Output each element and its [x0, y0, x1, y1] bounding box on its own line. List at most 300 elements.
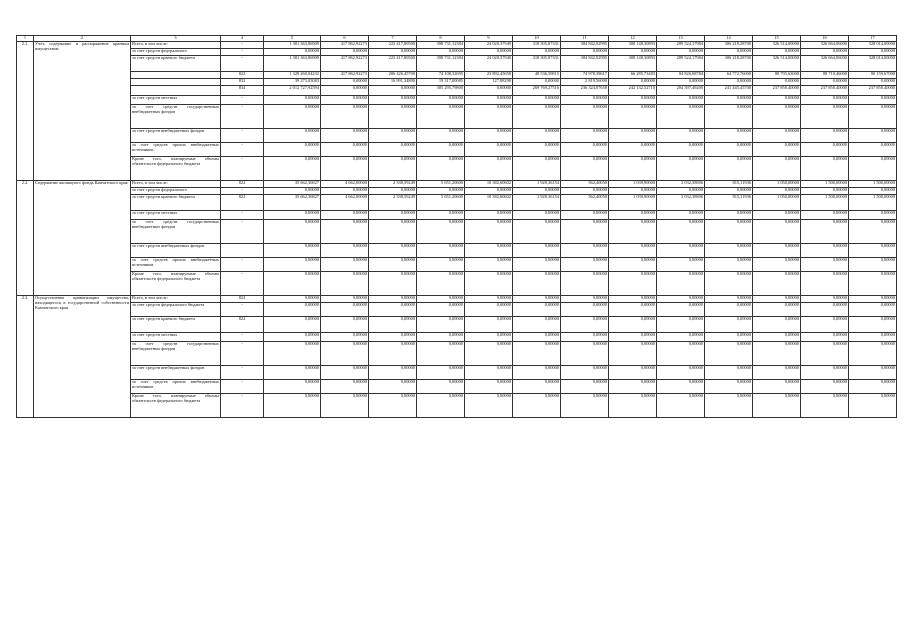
amount-cell: 0,00000: [465, 303, 513, 317]
amount-cell: 328 014,00000: [849, 42, 897, 49]
amount-cell: 0,00000: [657, 366, 705, 380]
amount-cell: 0,00000: [657, 105, 705, 129]
amount-cell: 0,00000: [705, 296, 753, 303]
amount-cell: 1 050,00000: [753, 195, 801, 211]
amount-cell: 0,00000: [264, 244, 321, 258]
budget-code: 822: [221, 296, 264, 303]
funding-source-label: [131, 86, 221, 96]
amount-cell: 0,00000: [609, 342, 657, 366]
amount-cell: 1 381 363,86909: [264, 56, 321, 72]
amount-cell: 562,40050: [561, 195, 609, 211]
budget-code: -: [221, 366, 264, 380]
amount-cell: 0,00000: [513, 317, 561, 333]
amount-cell: 0,00000: [465, 380, 513, 394]
funding-source-label: Кроме того, планируемые объемы обязательств федерального бюджета: [131, 272, 221, 296]
amount-cell: 0,00000: [705, 143, 753, 157]
amount-cell: 0,00000: [849, 333, 897, 342]
amount-cell: 0,00000: [465, 129, 513, 143]
table-row: [17, 56, 897, 72]
amount-cell: 0,00000: [753, 380, 801, 394]
amount-cell: 204 397,49200: [657, 86, 705, 96]
table-row: [17, 366, 897, 380]
amount-cell: 0,00000: [417, 258, 465, 272]
amount-cell: 1 039,90000: [609, 195, 657, 211]
table-row: [17, 195, 897, 211]
amount-cell: 0,00000: [753, 188, 801, 195]
amount-cell: 417 862,92273: [321, 72, 369, 79]
amount-cell: 0,00000: [849, 220, 897, 244]
amount-cell: 0,00000: [561, 380, 609, 394]
amount-cell: 0,00000: [657, 296, 705, 303]
amount-cell: 306 218,28700: [705, 56, 753, 72]
amount-cell: 0,00000: [657, 79, 705, 86]
amount-cell: 417 862,92273: [321, 42, 369, 49]
amount-cell: 0,00000: [561, 394, 609, 418]
amount-cell: 0,00000: [849, 258, 897, 272]
amount-cell: 0,00000: [609, 220, 657, 244]
amount-cell: 0,00000: [561, 296, 609, 303]
amount-cell: 0,00000: [801, 380, 849, 394]
amount-cell: 0,00000: [465, 86, 513, 96]
amount-cell: 0,00000: [513, 220, 561, 244]
section-number: 2.1.: [17, 42, 34, 181]
amount-cell: 306 218,28700: [705, 42, 753, 49]
table-row: [17, 317, 897, 333]
amount-cell: 0,00000: [465, 157, 513, 181]
table-row: [17, 157, 897, 181]
amount-cell: 308 148,30893: [609, 42, 657, 49]
amount-cell: 0,00000: [417, 342, 465, 366]
amount-cell: 398 731,12384: [417, 56, 465, 72]
amount-cell: 1 050,00000: [753, 181, 801, 188]
budget-sheet: [16, 35, 895, 418]
amount-cell: 1 928,36154: [513, 195, 561, 211]
amount-cell: 0,00000: [609, 105, 657, 129]
amount-cell: 0,00000: [513, 366, 561, 380]
amount-cell: 0,00000: [417, 105, 465, 129]
amount-cell: 0,00000: [561, 143, 609, 157]
budget-code: 822: [221, 317, 264, 333]
amount-cell: 562,40050: [561, 181, 609, 188]
amount-cell: 0,00000: [609, 317, 657, 333]
budget-code: -: [221, 211, 264, 220]
amount-cell: 0,00000: [609, 303, 657, 317]
amount-cell: 0,00000: [753, 366, 801, 380]
amount-cell: 237 858,40000: [801, 86, 849, 96]
amount-cell: 0,00000: [561, 366, 609, 380]
funding-source-label: [131, 79, 221, 86]
budget-code: -: [221, 380, 264, 394]
amount-cell: 0,00000: [513, 157, 561, 181]
amount-cell: 0,00000: [801, 366, 849, 380]
table-row: [17, 129, 897, 143]
amount-cell: 0,00000: [705, 366, 753, 380]
amount-cell: 0,00000: [321, 86, 369, 96]
amount-cell: 1 500,00000: [801, 195, 849, 211]
amount-cell: 0,00000: [465, 342, 513, 366]
amount-cell: 0,00000: [561, 220, 609, 244]
amount-cell: 0,00000: [513, 333, 561, 342]
funding-source-label: за счет средств федерального: [131, 188, 221, 195]
table-row: [17, 188, 897, 195]
column-number: 10: [513, 36, 561, 42]
amount-cell: 236 324,87658: [561, 86, 609, 96]
amount-cell: 2 819,56000: [561, 79, 609, 86]
amount-cell: 0,00000: [609, 157, 657, 181]
funding-source-label: за счет средств внебюджетных фондов: [131, 129, 221, 143]
amount-cell: 0,00000: [417, 211, 465, 220]
amount-cell: 0,00000: [609, 143, 657, 157]
amount-cell: 0,00000: [801, 342, 849, 366]
budget-code: -: [221, 220, 264, 244]
amount-cell: 0,00000: [321, 296, 369, 303]
amount-cell: 0,00000: [321, 366, 369, 380]
amount-cell: 0,00000: [753, 272, 801, 296]
amount-cell: 0,00000: [801, 272, 849, 296]
amount-cell: 16 991,34800: [369, 79, 417, 86]
amount-cell: 223 417,80500: [369, 56, 417, 72]
amount-cell: 0,00000: [657, 258, 705, 272]
amount-cell: 90 159,67000: [849, 72, 897, 79]
amount-cell: 0,00000: [264, 333, 321, 342]
amount-cell: 0,00000: [264, 188, 321, 195]
amount-cell: 0,00000: [753, 211, 801, 220]
amount-cell: 127,88298: [465, 79, 513, 86]
amount-cell: 0,00000: [849, 303, 897, 317]
amount-cell: 0,00000: [657, 303, 705, 317]
budget-code: -: [221, 188, 264, 195]
budget-code: 832: [221, 79, 264, 86]
amount-cell: 326 514,00000: [753, 56, 801, 72]
amount-cell: 815,11936: [705, 195, 753, 211]
amount-cell: 0,00000: [609, 380, 657, 394]
column-number: 5: [264, 36, 321, 42]
amount-cell: 0,00000: [513, 258, 561, 272]
amount-cell: 0,00000: [513, 129, 561, 143]
amount-cell: 318 305,87331: [513, 56, 561, 72]
table-row: [17, 394, 897, 418]
amount-cell: 0,00000: [801, 333, 849, 342]
amount-cell: 88 710,46000: [801, 72, 849, 79]
amount-cell: 10 382,60602: [465, 195, 513, 211]
amount-cell: 0,00000: [465, 333, 513, 342]
amount-cell: 0,00000: [705, 96, 753, 105]
amount-cell: 417 862,92273: [321, 56, 369, 72]
amount-cell: 0,00000: [753, 394, 801, 418]
table-row: [17, 258, 897, 272]
budget-code: -: [221, 56, 264, 72]
amount-cell: 0,00000: [609, 49, 657, 56]
amount-cell: 0,00000: [513, 342, 561, 366]
amount-cell: 0,00000: [321, 272, 369, 296]
amount-cell: 0,00000: [369, 394, 417, 418]
table-row: [17, 72, 897, 79]
amount-cell: 0,00000: [465, 211, 513, 220]
amount-cell: 0,00000: [753, 333, 801, 342]
funding-source-label: за счет средств прочих внебюджетных источников: [131, 143, 221, 157]
column-number: 4: [221, 36, 264, 42]
amount-cell: 0,00000: [705, 129, 753, 143]
amount-cell: 0,00000: [369, 86, 417, 96]
column-number: 17: [849, 36, 897, 42]
budget-code: 822: [221, 72, 264, 79]
amount-cell: 305 295,79800: [417, 86, 465, 96]
amount-cell: 0,00000: [753, 342, 801, 366]
amount-cell: 0,00000: [417, 244, 465, 258]
amount-cell: 0,00000: [264, 211, 321, 220]
funding-source-label: за счет средств государственных внебюджетных фондов: [131, 105, 221, 129]
amount-cell: 0,00000: [513, 244, 561, 258]
amount-cell: 3 032,38806: [657, 195, 705, 211]
budget-code: -: [221, 96, 264, 105]
amount-cell: 0,00000: [321, 303, 369, 317]
amount-cell: 0,00000: [321, 342, 369, 366]
amount-cell: 84 826,68784: [657, 72, 705, 79]
amount-cell: 0,00000: [801, 211, 849, 220]
amount-cell: 0,00000: [705, 303, 753, 317]
section-title: Содержание жилищного фонда Камчатского края: [34, 181, 131, 296]
amount-cell: 0,00000: [321, 96, 369, 105]
funding-source-label: за счет средств местных: [131, 211, 221, 220]
amount-cell: 0,00000: [849, 143, 897, 157]
funding-source-label: за счет средств краевого бюджета: [131, 195, 221, 211]
amount-cell: 0,00000: [657, 272, 705, 296]
amount-cell: 0,00000: [801, 79, 849, 86]
amount-cell: 0,00000: [801, 129, 849, 143]
amount-cell: 0,00000: [369, 157, 417, 181]
amount-cell: 0,00000: [753, 220, 801, 244]
table-row: [17, 244, 897, 258]
amount-cell: 0,00000: [657, 96, 705, 105]
amount-cell: 0,00000: [321, 211, 369, 220]
budget-code: 822: [221, 195, 264, 211]
table-row: [17, 296, 897, 303]
amount-cell: 0,00000: [369, 380, 417, 394]
amount-cell: 0,00000: [849, 79, 897, 86]
amount-cell: 0,00000: [801, 296, 849, 303]
amount-cell: 0,00000: [705, 79, 753, 86]
amount-cell: 0,00000: [849, 157, 897, 181]
amount-cell: 0,00000: [849, 394, 897, 418]
section-title: Учет, содержание и распоряжение краевым имуществом: [34, 42, 131, 181]
amount-cell: 4 662,00000: [321, 181, 369, 188]
amount-cell: 206 426,45700: [369, 72, 417, 79]
amount-cell: 0,00000: [264, 366, 321, 380]
amount-cell: 0,00000: [657, 380, 705, 394]
amount-cell: 0,00000: [513, 394, 561, 418]
amount-cell: 0,00000: [417, 220, 465, 244]
budget-code: -: [221, 258, 264, 272]
funding-source-label: Всего, в том числе:: [131, 181, 221, 188]
amount-cell: 2 338,59249: [369, 195, 417, 211]
amount-cell: 0,00000: [705, 105, 753, 129]
amount-cell: 23 892,45658: [465, 72, 513, 79]
amount-cell: 0,00000: [321, 188, 369, 195]
amount-cell: 0,00000: [417, 49, 465, 56]
amount-cell: 64 772,76000: [705, 72, 753, 79]
amount-cell: 0,00000: [849, 366, 897, 380]
amount-cell: 0,00000: [609, 394, 657, 418]
amount-cell: 0,00000: [417, 96, 465, 105]
amount-cell: 326 664,06000: [801, 56, 849, 72]
amount-cell: 0,00000: [849, 272, 897, 296]
amount-cell: 0,00000: [561, 342, 609, 366]
amount-cell: 0,00000: [417, 317, 465, 333]
amount-cell: 0,00000: [465, 296, 513, 303]
column-number: 2: [34, 36, 131, 42]
amount-cell: 0,00000: [561, 303, 609, 317]
section-title: Осуществление приватизации имущества, находящегося в государственной собственности Камчатского края: [34, 296, 131, 418]
amount-cell: 0,00000: [369, 211, 417, 220]
amount-cell: 0,00000: [705, 211, 753, 220]
amount-cell: 0,00000: [705, 394, 753, 418]
amount-cell: 0,00000: [465, 96, 513, 105]
amount-cell: 328 014,00000: [849, 56, 897, 72]
amount-cell: 0,00000: [849, 211, 897, 220]
budget-code: [221, 244, 264, 258]
amount-cell: 0,00000: [753, 258, 801, 272]
amount-cell: 0,00000: [753, 129, 801, 143]
amount-cell: 0,00000: [321, 394, 369, 418]
funding-source-label: за счет средств федерального бюджета: [131, 303, 221, 317]
amount-cell: 0,00000: [609, 211, 657, 220]
amount-cell: 0,00000: [264, 220, 321, 244]
amount-cell: 0,00000: [753, 105, 801, 129]
funding-source-label: за счет средств федерального: [131, 49, 221, 56]
table-row: [17, 79, 897, 86]
column-number: 9: [465, 36, 513, 42]
amount-cell: 35 662,36827: [264, 181, 321, 188]
amount-cell: 0,00000: [369, 258, 417, 272]
amount-cell: 0,00000: [705, 244, 753, 258]
amount-cell: 1 381 363,86909: [264, 42, 321, 49]
table-row: [17, 42, 897, 49]
amount-cell: 0,00000: [513, 188, 561, 195]
amount-cell: 0,00000: [609, 296, 657, 303]
section-number: 2.3.: [17, 296, 34, 418]
amount-cell: 0,00000: [849, 342, 897, 366]
amount-cell: 0,00000: [753, 143, 801, 157]
table-row: [17, 181, 897, 188]
funding-source-label: Всего, в том числе:: [131, 42, 221, 49]
budget-code: -: [221, 49, 264, 56]
amount-cell: 0,00000: [705, 317, 753, 333]
amount-cell: 0,00000: [561, 211, 609, 220]
amount-cell: 0,00000: [561, 49, 609, 56]
table-row: [17, 105, 897, 129]
amount-cell: 0,00000: [264, 317, 321, 333]
amount-cell: 0,00000: [753, 296, 801, 303]
amount-cell: 0,00000: [513, 105, 561, 129]
amount-cell: 1 500,00000: [849, 181, 897, 188]
budget-code: -: [221, 303, 264, 317]
amount-cell: 0,00000: [753, 96, 801, 105]
amount-cell: 0,00000: [417, 272, 465, 296]
amount-cell: 0,00000: [513, 380, 561, 394]
amount-cell: 0,00000: [264, 49, 321, 56]
amount-cell: 0,00000: [705, 333, 753, 342]
amount-cell: 0,00000: [417, 296, 465, 303]
amount-cell: 1 329 260,04232: [264, 72, 321, 79]
amount-cell: 0,00000: [609, 244, 657, 258]
amount-cell: 308 148,30893: [609, 56, 657, 72]
amount-cell: 0,00000: [369, 220, 417, 244]
amount-cell: 0,00000: [321, 129, 369, 143]
budget-code: -: [221, 42, 264, 49]
amount-cell: 0,00000: [753, 303, 801, 317]
amount-cell: 242 132,52710: [609, 86, 657, 96]
column-number: 7: [369, 36, 417, 42]
amount-cell: 0,00000: [264, 342, 321, 366]
amount-cell: 0,00000: [609, 333, 657, 342]
column-number: 14: [705, 36, 753, 42]
column-number: 11: [561, 36, 609, 42]
amount-cell: 0,00000: [657, 244, 705, 258]
amount-cell: 0,00000: [801, 394, 849, 418]
amount-cell: 0,00000: [801, 143, 849, 157]
amount-cell: 0,00000: [369, 296, 417, 303]
amount-cell: 0,00000: [321, 79, 369, 86]
amount-cell: 241 445,45700: [705, 86, 753, 96]
amount-cell: 0,00000: [801, 188, 849, 195]
amount-cell: 0,00000: [657, 49, 705, 56]
amount-cell: 10 382,60602: [465, 181, 513, 188]
table-row: [17, 303, 897, 317]
amount-cell: 1 928,36154: [513, 181, 561, 188]
amount-cell: 0,00000: [849, 96, 897, 105]
amount-cell: 0,00000: [369, 333, 417, 342]
amount-cell: 0,00000: [264, 380, 321, 394]
amount-cell: 0,00000: [657, 333, 705, 342]
table-row: [17, 86, 897, 96]
budget-code: -: [221, 157, 264, 181]
amount-cell: 398 731,12384: [417, 42, 465, 49]
amount-cell: 0,00000: [264, 303, 321, 317]
amount-cell: 0,00000: [321, 105, 369, 129]
amount-cell: 0,00000: [705, 157, 753, 181]
amount-cell: 0,00000: [849, 380, 897, 394]
funding-source-label: за счет средств краевого бюджета: [131, 317, 221, 333]
amount-cell: 0,00000: [264, 96, 321, 105]
amount-cell: 0,00000: [465, 258, 513, 272]
amount-cell: 0,00000: [609, 79, 657, 86]
amount-cell: 0,00000: [609, 258, 657, 272]
amount-cell: 0,00000: [321, 317, 369, 333]
amount-cell: 0,00000: [465, 49, 513, 56]
amount-cell: 815,11936: [705, 181, 753, 188]
funding-source-label: за счет средств краевого бюджета: [131, 56, 221, 72]
amount-cell: 0,00000: [465, 366, 513, 380]
column-number: 3: [131, 36, 221, 42]
amount-cell: 0,00000: [801, 220, 849, 244]
amount-cell: 0,00000: [513, 79, 561, 86]
budget-code: -: [221, 143, 264, 157]
amount-cell: 74 978,38617: [561, 72, 609, 79]
funding-source-label: за счет средств внебюджетных фондов: [131, 244, 221, 258]
amount-cell: 0,00000: [369, 129, 417, 143]
column-number: 15: [753, 36, 801, 42]
amount-cell: 0,00000: [264, 129, 321, 143]
amount-cell: 0,00000: [609, 272, 657, 296]
funding-source-label: [131, 72, 221, 79]
amount-cell: 0,00000: [657, 129, 705, 143]
amount-cell: 5 651,20600: [417, 181, 465, 188]
amount-cell: 19 317,00085: [417, 79, 465, 86]
amount-cell: 4 662,00000: [321, 195, 369, 211]
amount-cell: 0,00000: [561, 272, 609, 296]
amount-cell: 237 858,40000: [849, 86, 897, 96]
amount-cell: 0,00000: [705, 220, 753, 244]
